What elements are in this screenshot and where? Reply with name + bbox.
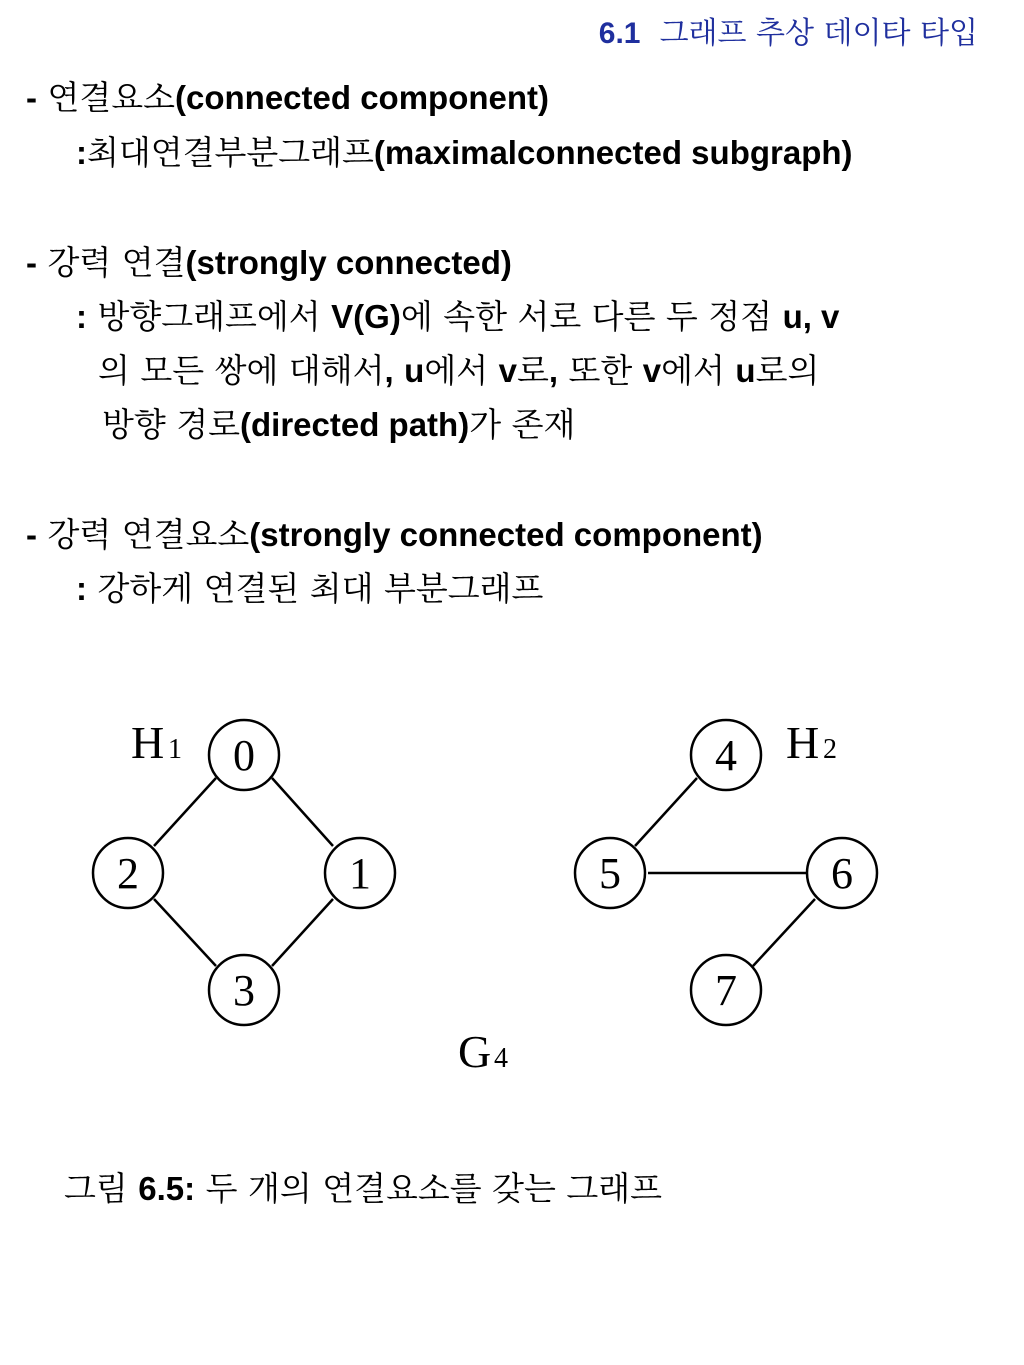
node-label: 1	[349, 849, 371, 898]
section-number: 6.1	[598, 17, 641, 50]
text: 방향 경로	[102, 405, 241, 444]
node-label: 2	[117, 849, 139, 898]
path-en: (directed path)	[240, 406, 470, 443]
term-ko: 강력 연결	[47, 243, 186, 282]
node-2	[93, 838, 163, 908]
def-ko: 강하게 연결된 최대 부분그래프	[97, 569, 544, 608]
vg: V(G)	[331, 298, 401, 335]
term-en: (strongly connected)	[185, 244, 512, 281]
edge-0-1	[272, 778, 333, 846]
comma: ,	[548, 352, 559, 389]
text: 에서	[661, 351, 725, 390]
node-label: 3	[233, 966, 255, 1015]
node-5	[575, 838, 645, 908]
node-0	[209, 720, 279, 790]
v: v	[642, 352, 662, 389]
node-label: 7	[715, 966, 737, 1015]
h1-letter: H	[131, 717, 165, 768]
strongly-connected-def-line3	[102, 399, 575, 446]
def-en: (maximalconnected subgraph)	[373, 134, 853, 171]
strongly-connected-component-heading	[26, 509, 763, 556]
text: 에 속한 서로 다른 두 정점	[400, 297, 773, 336]
comma: ,	[384, 352, 394, 389]
h2-sub: 2	[823, 734, 837, 765]
h1-label	[131, 717, 182, 768]
text: 방향그래프에서	[97, 297, 321, 336]
term-en: (connected component)	[175, 79, 550, 116]
bullet: -	[26, 516, 37, 553]
def-ko: 최대연결부분그래프	[87, 133, 374, 172]
connected-component-definition	[76, 127, 853, 174]
u: u	[404, 352, 425, 389]
u: u	[735, 352, 756, 389]
edge-2-3	[154, 899, 216, 966]
section-title: 그래프 추상 데이타 타입	[659, 16, 978, 51]
strongly-connected-def-line2	[98, 345, 819, 392]
caption-prefix: 그림	[64, 1169, 128, 1208]
node-7	[691, 955, 761, 1025]
text: 의 모든 쌍에 대해서	[98, 351, 385, 390]
graph-figure	[0, 690, 1024, 1090]
node-1	[325, 838, 395, 908]
g4-letter: G	[458, 1026, 492, 1077]
v: v	[498, 352, 517, 389]
strongly-connected-component-definition	[76, 563, 543, 610]
text: 로	[516, 351, 549, 390]
g4-label	[458, 1026, 508, 1077]
caption-text: 두 개의 연결요소를 갖는 그래프	[205, 1169, 663, 1208]
figure-caption	[64, 1163, 662, 1210]
strongly-connected-heading	[26, 237, 512, 284]
g4-sub: 4	[494, 1043, 508, 1074]
bullet: -	[26, 244, 37, 281]
bullet: -	[26, 79, 37, 116]
def-colon: :	[76, 570, 87, 607]
edge-0-2	[154, 778, 216, 846]
term-ko: 강력 연결요소	[47, 515, 250, 554]
edges	[154, 778, 815, 966]
text: 에서	[424, 351, 489, 390]
def-colon: :	[76, 134, 87, 171]
h2-label	[786, 717, 837, 768]
edge-4-5	[635, 778, 697, 846]
node-3	[209, 955, 279, 1025]
edge-6-7	[753, 899, 815, 966]
text: 가 존재	[469, 405, 576, 444]
node-label: 5	[599, 849, 621, 898]
h1-sub: 1	[168, 734, 182, 765]
section-header	[599, 8, 978, 52]
h2-letter: H	[786, 717, 820, 768]
connected-component-heading	[26, 72, 549, 119]
term-en: (strongly connected component)	[249, 516, 763, 553]
caption-number: 6.5:	[138, 1170, 196, 1207]
strongly-connected-def-line1	[76, 291, 839, 338]
node-4	[691, 720, 761, 790]
node-label: 6	[831, 849, 853, 898]
term-ko: 연결요소	[47, 78, 176, 117]
node-label: 4	[715, 731, 737, 780]
text: 로의	[755, 351, 820, 390]
edge-1-3	[272, 899, 333, 966]
node-label: 0	[233, 731, 255, 780]
node-6	[807, 838, 877, 908]
text: 또한	[568, 351, 633, 390]
uv: u, v	[782, 298, 840, 335]
def-colon: :	[76, 298, 87, 335]
